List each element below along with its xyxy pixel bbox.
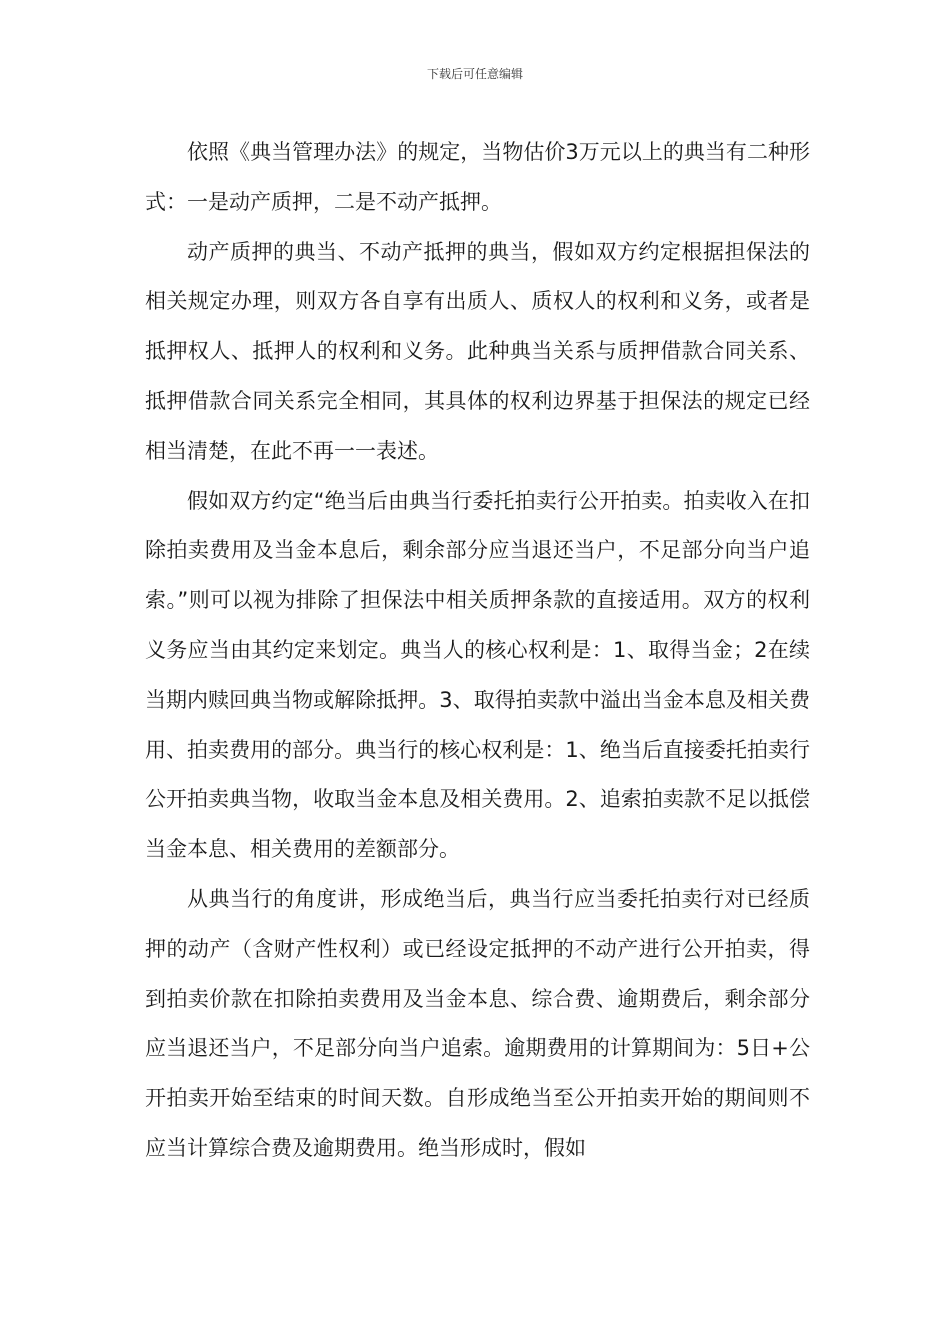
paragraph-pawn-forms: 依照《典当管理办法》的规定，当物估价3万元以上的典当有二种形式：一是动产质押，二是不动产抵押。 (145, 140, 810, 214)
page-header-note: 下载后可任意编辑 (426, 67, 523, 81)
paragraph-auction-agreement: 假如双方约定“绝当后由典当行委托拍卖行公开拍卖。拍卖收入在扣除拍卖费用及当金本息后，剩余部分应当退还当户，不足部分向当户追索。”则可以视为排除了担保法中相关质押条款的直接适用。双方的权利义务应当由其约定来划定。典当人的核心权利是：1、取得当金；2在续当期内赎回典当物或解除抵押。3、取得拍卖款中溢出当金本息及相关费用、拍卖费用的部分。典当行的核心权利是：1、绝当后直接委托拍卖行公开拍卖典当物，收取当金本息及相关费用。2、追索拍卖款不足以抵偿当金本息、相关费用的差额部分。 (145, 488, 810, 862)
document-body (145, 128, 810, 1174)
paragraph-pawnshop-perspective: 从典当行的角度讲，形成绝当后，典当行应当委托拍卖行对已经质押的动产（含财产性权利）或已经设定抵押的不动产进行公开拍卖，得到拍卖价款在扣除拍卖费用及当金本息、综合费、逾期费后，剩余部分应当退还当户，不足部分向当户追索。逾期费用的计算期间为：5日+公开拍卖开始至结束的时间天数。自形成绝当至公开拍卖开始的期间则不应当计算综合费及逾期费用。绝当形成时，假如 (145, 886, 810, 1160)
paragraph-guarantee-law: 动产质押的典当、不动产抵押的典当，假如双方约定根据担保法的相关规定办理，则双方各自享有出质人、质权人的权利和义务，或者是抵押权人、抵押人的权利和义务。此种典当关系与质押借款合同关系、抵押借款合同关系完全相同，其具体的权利边界基于担保法的规定已经相当清楚，在此不再一一表述。 (145, 239, 810, 463)
